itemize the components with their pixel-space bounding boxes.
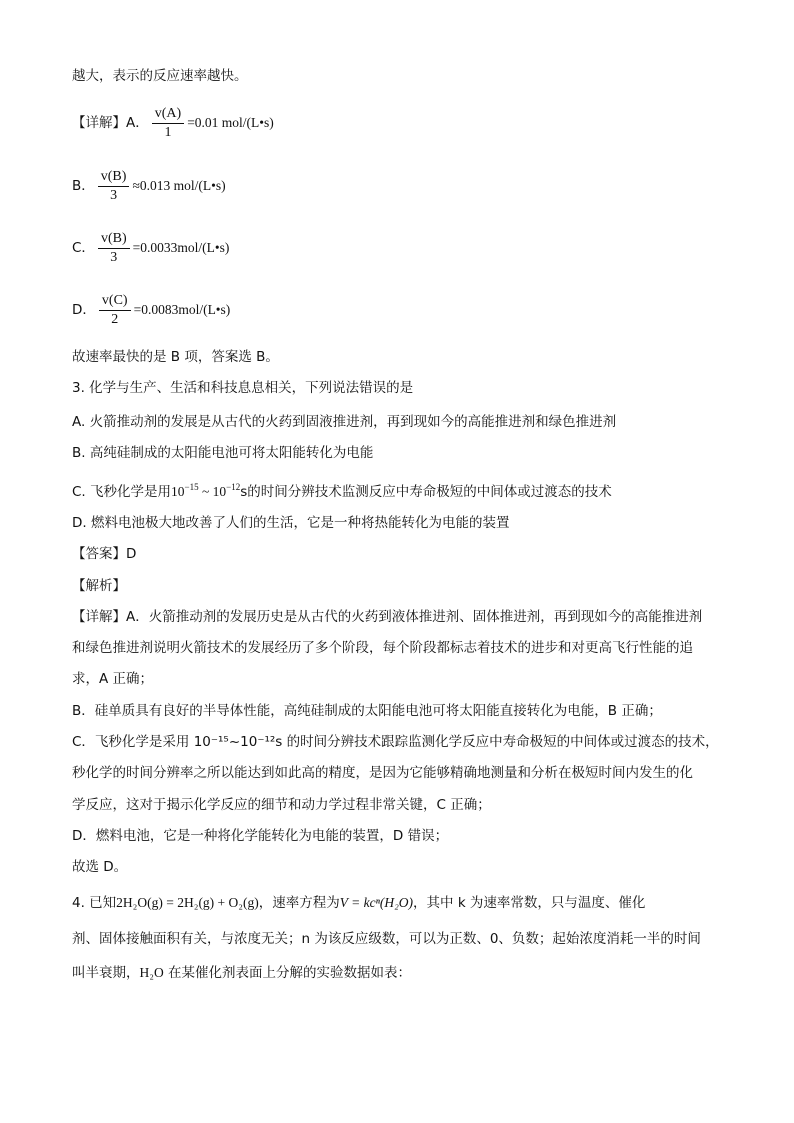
fraction-denominator: 2 <box>111 311 119 327</box>
fraction-numerator: v(C) <box>99 292 131 311</box>
option-prefix: B． <box>72 178 95 194</box>
q4-equation: 2H₂O(g) = 2H₂(g) + O₂(g) <box>116 895 259 910</box>
detail-label: 【详解】A． <box>72 115 149 131</box>
calc-result: =0.0033mol/(L•s) <box>132 240 230 255</box>
q3-detail-line: C．飞秒化学是采用 10⁻¹⁵~10⁻¹²s 的时间分辨技术跟踪监测化学反应中寿命极短的中间体或过渡态的技术， <box>72 734 719 750</box>
q3-option-d: D. 燃料电池极大地改善了人们的生活，它是一种将热能转化为电能的装置 <box>72 515 510 531</box>
q3-answer: 【答案】D <box>72 546 137 562</box>
conclusion: 故速率最快的是 B 项，答案选 B。 <box>72 349 279 365</box>
q4-line-3 <box>72 963 411 983</box>
option-prefix: C． <box>72 240 95 256</box>
fraction-numerator: v(B) <box>98 168 130 187</box>
q3-option-c <box>72 477 612 502</box>
q4-text: ，其中 k 为速率常数，只与温度、催化 <box>413 895 646 911</box>
calc-c <box>72 228 229 268</box>
q4-text: 叫半衰期， <box>72 965 140 981</box>
calc-result: =0.01 mol/(L•s) <box>187 115 274 130</box>
q3-c-math: 10 <box>171 484 185 499</box>
intro-line: 越大，表示的反应速率越快。 <box>72 68 248 84</box>
fraction-d <box>99 292 131 329</box>
q3-detail-line: 学反应，这对于揭示化学反应的细节和动力学过程非常关键，C 正确； <box>72 797 491 813</box>
q3-detail-line: 求，A 正确； <box>72 671 154 687</box>
q4-formula: H₂O <box>139 965 164 980</box>
calc-result: ≈0.013 mol/(L•s) <box>132 178 226 193</box>
calc-d <box>72 290 230 330</box>
q3-detail-line: 故选 D。 <box>72 859 128 875</box>
q4-line-2: 剂、固体接触面积有关，与浓度无关；n 为该反应级数，可以为正数、0、负数；起始浓度消耗一半的时间 <box>72 931 701 947</box>
q3-detail-line: D．燃料电池，它是一种将化学能转化为电能的装置，D 错误； <box>72 828 449 844</box>
fraction-denominator: 3 <box>110 249 118 265</box>
q3-analysis-label: 【解析】 <box>72 578 126 594</box>
q4-rate-equation: V = kcⁿ(H₂O) <box>339 895 414 910</box>
q3-detail-line: B．硅单质具有良好的半导体性能，高纯硅制成的太阳能电池可将太阳能直接转化为电能，B 正确； <box>72 703 662 719</box>
calc-b <box>72 166 226 206</box>
fraction-b <box>98 168 130 205</box>
calc-result: =0.0083mol/(L•s) <box>133 302 231 317</box>
q3-option-a: A. 火箭推动剂的发展是从古代的火药到固液推进剂，再到现如今的高能推进剂和绿色推进剂 <box>72 414 617 430</box>
q3-detail-line: 【详解】A．火箭推动剂的发展历史是从古代的火药到液体推进剂、固体推进剂，再到现如今的高能推进剂 <box>72 609 703 625</box>
q3-c-tilde: ~ 10 <box>198 484 227 499</box>
q4-text: ，速率方程为 <box>258 895 340 911</box>
q3-detail-line: 和绿色推进剂说明火箭技术的发展经历了多个阶段，每个阶段都标志着技术的进步和对更高飞行性能的追 <box>72 640 693 656</box>
q4-text: 在某催化剂表面上分解的实验数据如表： <box>163 965 412 981</box>
fraction-numerator: v(B) <box>98 230 130 249</box>
q4-text: 4. 已知 <box>72 895 117 911</box>
fraction-denominator: 1 <box>164 124 172 140</box>
q3-c-text-after: s的时间分辨技术监测反应中寿命极短的中间体或过渡态的技术 <box>240 484 612 500</box>
fraction-numerator: v(A) <box>152 105 184 124</box>
q3-option-b: B. 高纯硅制成的太阳能电池可将太阳能转化为电能 <box>72 445 374 461</box>
fraction-c <box>98 230 130 267</box>
q3-c-exp1: −15 <box>184 482 199 492</box>
calc-a <box>72 103 274 143</box>
option-prefix: D． <box>72 302 96 318</box>
q3-detail-line: 秒化学的时间分辨率之所以能达到如此高的精度，是因为它能够精确地测量和分析在极短时间内发生的化 <box>72 765 693 781</box>
q4-line-1 <box>72 893 645 913</box>
fraction-a <box>152 105 184 142</box>
q3-stem: 3. 化学与生产、生活和科技息息相关，下列说法错误的是 <box>72 380 414 396</box>
q3-c-text: C. 飞秒化学是用 <box>72 484 172 500</box>
q3-c-exp2: −12 <box>226 482 241 492</box>
fraction-denominator: 3 <box>110 187 118 203</box>
